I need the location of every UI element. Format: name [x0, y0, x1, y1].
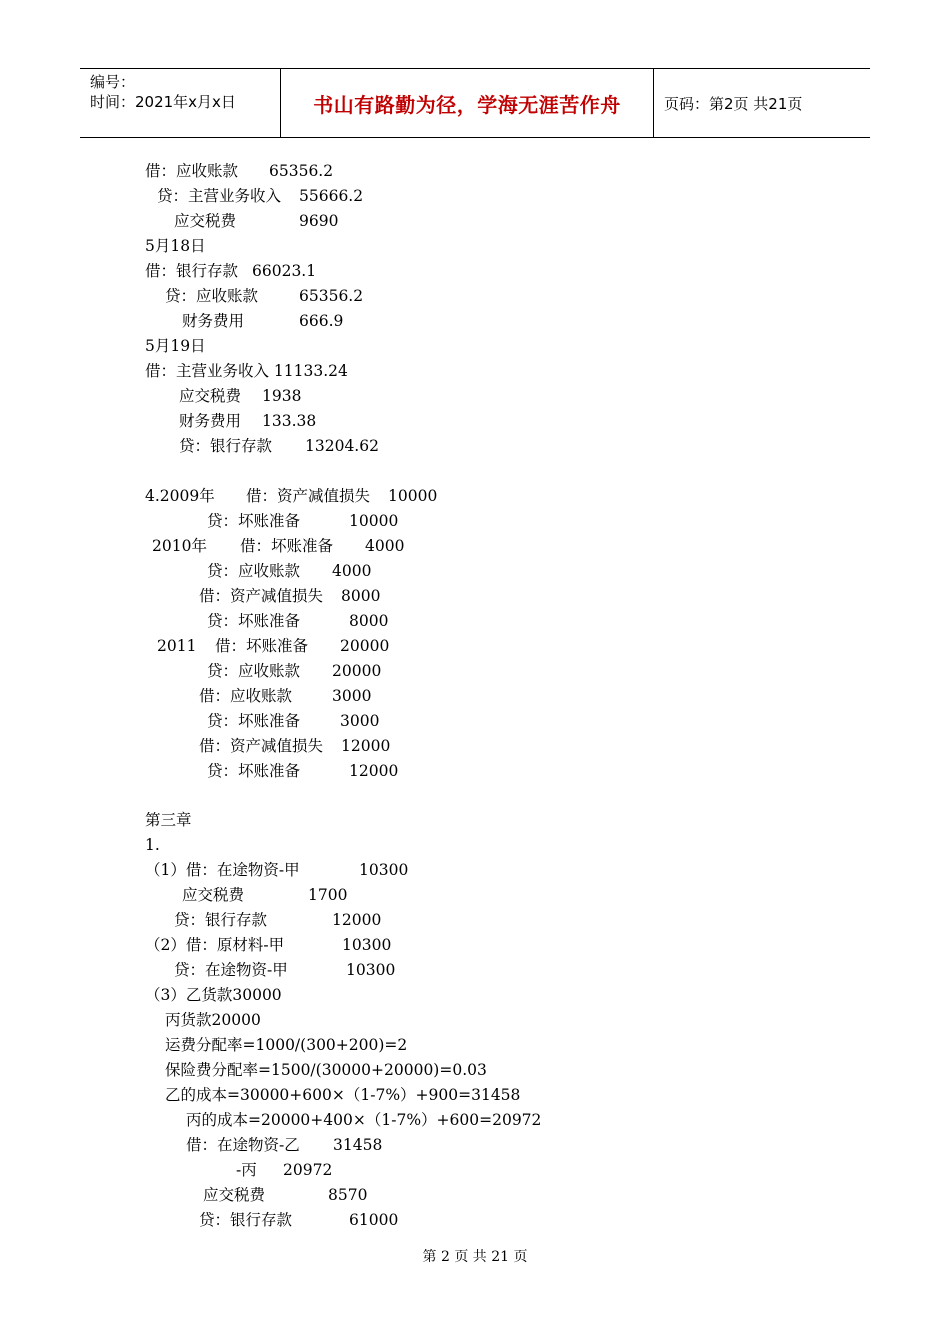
text-line: 借：应收账款 65356.2 [145, 162, 334, 180]
text-line: 贷：银行存款 61000 [199, 1211, 399, 1229]
text-line: 贷：坏账准备 12000 [207, 762, 399, 780]
text-line: 乙的成本=30000+600×（1-7%）+900=31458 [165, 1086, 521, 1104]
text-line: 贷：应收账款 4000 [207, 562, 372, 580]
text-line: -丙 20972 [236, 1161, 333, 1179]
text-line: 财务费用 666.9 [182, 312, 344, 330]
motto: 书山有路勤为径，学海无涯苦作舟 [313, 92, 621, 117]
page-info: 页码：第2页 共21页 [664, 94, 803, 113]
text-line: 贷：主营业务收入 55666.2 [157, 187, 364, 205]
text-line: 5月18日 [145, 237, 206, 255]
text-line: 丙货款20000 [165, 1011, 261, 1029]
text-line: 贷：坏账准备 8000 [207, 612, 389, 630]
text-line: 财务费用 133.38 [179, 412, 317, 430]
header-meta [80, 69, 281, 137]
text-line: 运费分配率=1000/(300+200)=2 [165, 1036, 408, 1054]
text-line: 4.2009年 借：资产减值损失 10000 [145, 487, 438, 505]
text-line: 借：资产减值损失 8000 [199, 587, 381, 605]
text-line: 2011 借：坏账准备 20000 [157, 637, 390, 655]
text-line: （3）乙货款30000 [145, 986, 282, 1004]
document-number: 编号： [90, 73, 136, 91]
text-line: 5月19日 [145, 337, 206, 355]
text-line: 2010年 借：坏账准备 4000 [152, 537, 405, 555]
header-motto-cell [281, 69, 654, 137]
text-line: 丙的成本=20000+400×（1-7%）+600=20972 [186, 1111, 542, 1129]
footer-total-pages: 21 [491, 1249, 510, 1265]
text-line: （2）借：原材料-甲 10300 [145, 936, 392, 954]
chapter-heading: 第三章 [145, 811, 192, 829]
text-line: 1. [145, 836, 160, 854]
page-header [80, 68, 870, 138]
text-line: 借：在途物资-乙 31458 [186, 1136, 383, 1154]
text-line: 借：银行存款 66023.1 [145, 262, 317, 280]
text-line: 应交税费 8570 [203, 1186, 368, 1204]
text-line: 贷：应收账款 20000 [207, 662, 382, 680]
text-line: 贷：坏账准备 3000 [207, 712, 380, 730]
text-line: 贷：在途物资-甲 10300 [174, 961, 396, 979]
document-time: 时间：2021年x月x日 [90, 93, 236, 111]
text-line: 保险费分配率=1500/(30000+20000)=0.03 [165, 1061, 487, 1079]
header-page-cell [654, 69, 870, 137]
text-line: 借：应收账款 3000 [199, 687, 372, 705]
text-line: 应交税费 1700 [182, 886, 348, 904]
text-line: 应交税费 1938 [179, 387, 302, 405]
footer-page-number: 2 [440, 1249, 450, 1265]
text-line: 贷：银行存款 13204.62 [179, 437, 379, 455]
text-line: 应交税费 9690 [174, 212, 339, 230]
text-line: 借：资产减值损失 12000 [199, 737, 391, 755]
text-line: 贷：坏账准备 10000 [207, 512, 399, 530]
text-line: 贷：应收账款 65356.2 [165, 287, 364, 305]
text-line: （1）借：在途物资-甲 10300 [145, 861, 409, 879]
page-footer: 第 2 页 共 21 页 [422, 1249, 528, 1265]
text-line: 贷：银行存款 12000 [174, 911, 382, 929]
text-line: 借：主营业务收入 11133.24 [145, 362, 348, 380]
